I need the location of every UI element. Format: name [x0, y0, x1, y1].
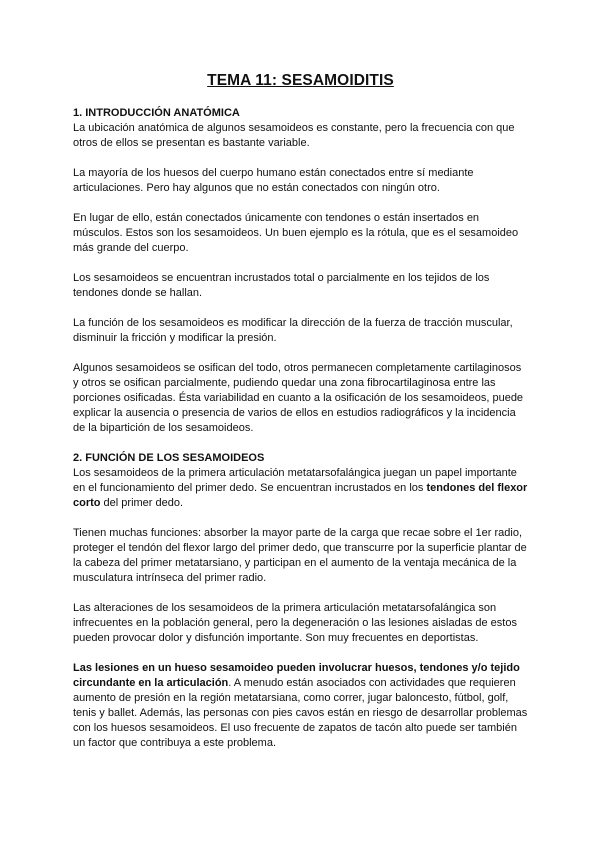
paragraph — [73, 661, 528, 751]
section-funcion — [73, 451, 528, 751]
bold-phrase: Las lesiones en un hueso sesamoideo pueden involucrar huesos, tendones y/o tejido circundante en la articulación — [73, 662, 520, 689]
paragraph-text: del primer dedo. — [100, 497, 184, 509]
paragraph: La función de los sesamoideos es modificar la dirección de la fuerza de tracción muscular, disminuir la fricción y modificar la presión. — [73, 317, 513, 344]
section-introduccion — [73, 106, 528, 436]
document-title: TEMA 11: SESAMOIDITIS — [207, 72, 394, 89]
paragraph-text: Los sesamoideos de la primera articulación metatarsofalángica juegan un papel importante en el funcionamiento del primer dedo. Se encuentran incrustados en los — [73, 467, 517, 494]
paragraph — [73, 466, 528, 511]
bold-phrase: tendones del flexor corto — [73, 482, 528, 509]
paragraph-text: . A menudo están asociados con actividades que requieren aumento de presión en la región metatarsiana, como correr, jugar baloncesto, fútbol, golf, tenis y ballet. Además, las personas con pies cavos están en riesgo de desarrollar problemas con los huesos sesamoideos. El uso frecuente de zapatos de tacón alto puede ser también un factor que contribuya a este problema. — [73, 677, 528, 749]
paragraph: Algunos sesamoideos se osifican del todo, otros permanecen completamente cartilaginosos y otros se osifican parcialmente, pudiendo quedar una zona fibrocartilaginosa entre las porciones osificadas. Ésta variabilidad en cuanto a la osificación de los sesamoideos, puede explicar la ausencia o presencia de varios de ellos en estudios radiográficos y la incidencia de la bipartición de los sesamoideos. — [73, 362, 524, 434]
section-heading: 1. INTRODUCCIÓN ANATÓMICA — [73, 107, 240, 119]
paragraph: La ubicación anatómica de algunos sesamoideos es constante, pero la frecuencia con que otros de ellos se presentan es bastante variable. — [73, 122, 515, 149]
paragraph: La mayoría de los huesos del cuerpo humano están conectados entre sí mediante articulaciones. Pero hay algunos que no están conectados con ningún otro. — [73, 167, 474, 194]
paragraph: Los sesamoideos se encuentran incrustados total o parcialmente en los tejidos de los tendones donde se hallan. — [73, 272, 490, 299]
paragraph: Tienen muchas funciones: absorber la mayor parte de la carga que recae sobre el 1er radio, proteger el tendón del flexor largo del primer dedo, que transcurre por la superficie plantar de la cabeza del primer metatarsiano, y participan en el aumento de la ventaja mecánica de la musculatura intrínseca del primer radio. — [73, 527, 527, 584]
paragraph: Las alteraciones de los sesamoideos de la primera articulación metatarsofalángica son infrecuentes en la población general, pero la degeneración o las lesiones aisladas de estos pueden provocar dolor y disfunción importante. Son muy frecuentes en deportistas. — [73, 602, 517, 644]
section-heading: 2. FUNCIÓN DE LOS SESAMOIDEOS — [73, 452, 265, 464]
paragraph: En lugar de ello, están conectados únicamente con tendones o están insertados en músculos. Estos son los sesamoideos. Un buen ejemplo es la rótula, que es el sesamoideo más grande del cuerpo. — [73, 212, 519, 254]
